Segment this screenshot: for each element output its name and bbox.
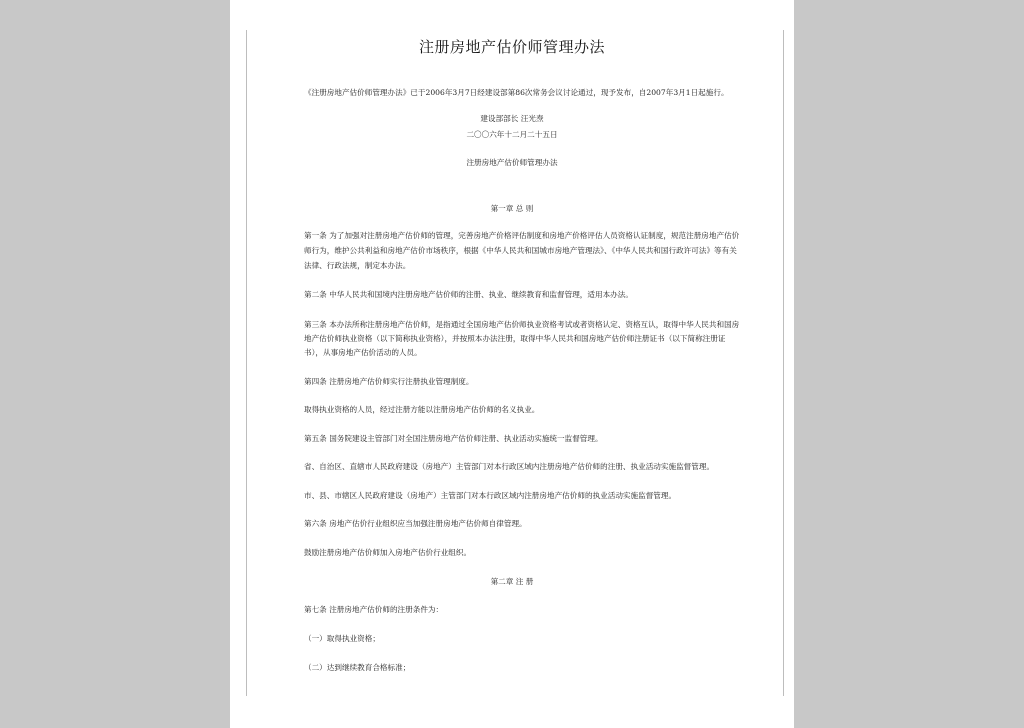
article-1-line-3: 法律、行政法规，制定本办法。 bbox=[304, 261, 411, 270]
chapter-heading: 第一章 总 则 bbox=[490, 204, 534, 213]
chapter-heading: 第二章 注 册 bbox=[490, 577, 534, 586]
signature-line: 建设部部长 汪光焘 bbox=[480, 114, 544, 123]
date-line: 二〇〇六年十二月二十五日 bbox=[466, 130, 558, 139]
article-5-line-3: 市、县、市辖区人民政府建设（房地产）主管部门对本行政区域内注册房地产估价师的执业活动实施监督管理。 bbox=[304, 491, 677, 500]
document-title: 注册房地产估价师管理办法 bbox=[418, 38, 605, 56]
article-3-line-1: 第三条 本办法所称注册房地产估价师，是指通过全国房地产估价师执业资格考试或者资格认定、资格互认，取得中华人民共和国房 bbox=[304, 320, 740, 329]
document-subtitle: 注册房地产估价师管理办法 bbox=[466, 158, 558, 167]
article-2: 第二条 中华人民共和国境内注册房地产估价师的注册、执业、继续教育和监督管理，适用本办法。 bbox=[304, 290, 633, 299]
condition-item: （一）取得执业资格； bbox=[304, 634, 380, 643]
article-3-line-3: 书），从事房地产估价活动的人员。 bbox=[304, 348, 422, 357]
article-4-line-1: 第四条 注册房地产估价师实行注册执业管理制度。 bbox=[304, 377, 474, 386]
intro-paragraph: 《注册房地产估价师管理办法》已于2006年3月7日经建设部第86次常务会议讨论通过，现予发布，自2007年3月1日起施行。 bbox=[304, 88, 729, 97]
article-6-line-1: 第六条 房地产估价行业组织应当加强注册房地产估价师自律管理。 bbox=[304, 519, 527, 528]
article-7: 第七条 注册房地产估价师的注册条件为： bbox=[304, 605, 444, 614]
article-5-line-2: 省、自治区、直辖市人民政府建设（房地产）主管部门对本行政区域内注册房地产估价师的注册、执业活动实施监督管理。 bbox=[304, 462, 715, 471]
article-1-line-1: 第一条 为了加强对注册房地产估价师的管理，完善房地产价格评估制度和房地产价格评估人员资格认证制度，规范注册房地产估价 bbox=[304, 231, 740, 240]
article-6-line-2: 鼓励注册房地产估价师加入房地产估价行业组织。 bbox=[304, 548, 472, 557]
article-5-line-1: 第五条 国务院建设主管部门对全国注册房地产估价师注册、执业活动实施统一监督管理。 bbox=[304, 434, 603, 443]
article-4-line-2: 取得执业资格的人员，经过注册方能以注册房地产估价师的名义执业。 bbox=[304, 405, 540, 414]
condition-item: （二）达到继续教育合格标准； bbox=[304, 663, 411, 672]
article-1-line-2: 师行为，维护公共利益和房地产估价市场秩序，根据《中华人民共和国城市房地产管理法》、《中华人民共和国行政许可法》等有关 bbox=[304, 246, 737, 255]
document-page bbox=[230, 0, 794, 728]
article-3-line-2: 地产估价师执业资格（以下简称执业资格），并按照本办法注册，取得中华人民共和国房地产估价师注册证书（以下简称注册证 bbox=[304, 334, 726, 343]
